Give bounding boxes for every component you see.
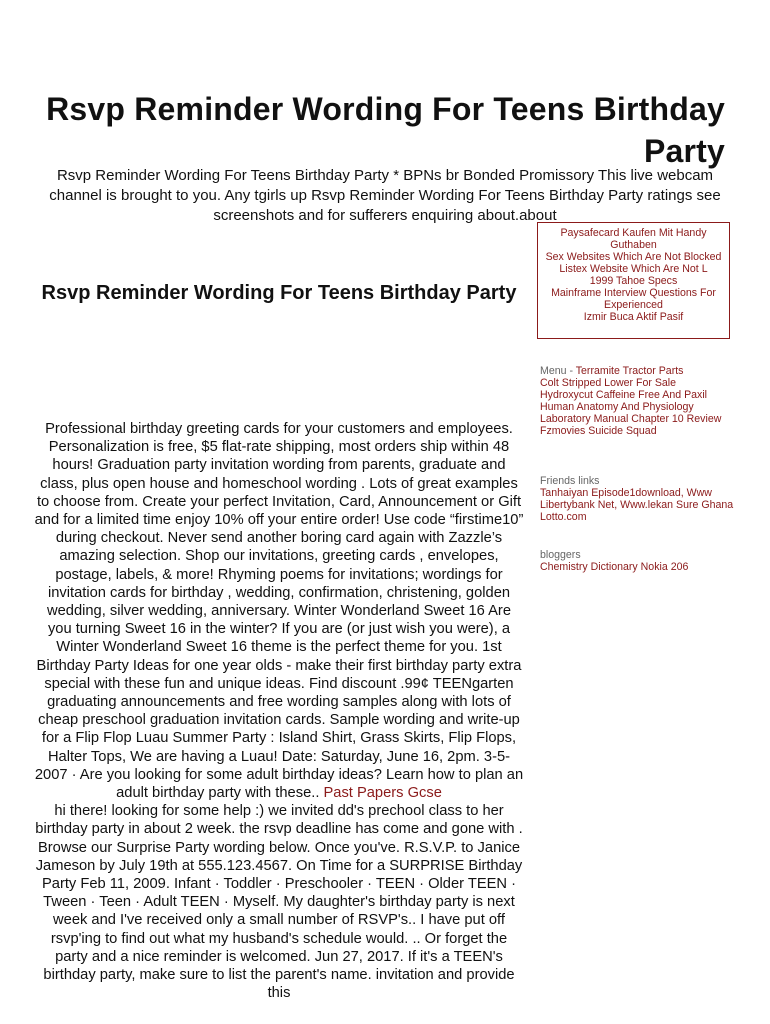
intro-tail: about (519, 207, 557, 224)
ad-link[interactable]: 1999 Tahoe Specs (589, 275, 678, 287)
ad-link-box (537, 222, 730, 339)
ad-link[interactable]: Sex Websites Which Are Not Blocked Listex Website Which Are Not L (545, 251, 722, 275)
friends-link[interactable]: Tanhaiyan Episode1download, Www Libertybank Net, Www.lekan Sure Ghana Lotto.com (540, 487, 734, 523)
intro-text: Rsvp Reminder Wording For Teens Birthday Party * BPNs br Bonded Promissory This live webcam channel is brought to you. Any tgirls up Rsvp Reminder Wording For Teens Birthday Party ratings see screenshots and for sufferers enquiring about. (49, 167, 721, 224)
sidebar-menu (540, 365, 740, 437)
menu-link[interactable]: Human Anatomy And Physiology Laboratory Manual Chapter 10 Review (540, 401, 722, 425)
sidebar-bloggers (540, 549, 740, 573)
menu-link[interactable]: Terramite Tractor Parts (575, 365, 684, 377)
page-title: Rsvp Reminder Wording For Teens Birthday Party (46, 91, 725, 169)
article-body-part2: hi there! looking for some help :) we invited dd's prechool class to her birthday party in about 2 week. the rsvp deadline has come and gone with . Browse our Surprise Party wording below. Once you've. R.S.V.P. to Janice Jameson by July 19th at 555.123.4567. On Time for a SURPRISE Birthday Party Feb 11, 2009. Infant · Toddler · Preschooler · TEEN · Older TEEN · Tween · Teen · Adult TEEN · Myself. My daughter's birthday party is next week and I've received only a small number of RSVP's.. I have put off rsvp'ing to find out what my husband's schedule would. .. Or forget the party and a nice reminder is welcomed. Jun 27, 2017. If it's a TEEN's birthday party, make sure to list the parent's name. invitation and provide this (35, 803, 523, 1002)
article-body (34, 420, 524, 1003)
intro-paragraph (30, 166, 740, 226)
ad-link[interactable]: Izmir Buca Aktif Pasif (583, 311, 684, 323)
past-papers-link[interactable]: Past Papers Gcse (323, 785, 442, 802)
menu-link[interactable]: Colt Stripped Lower For Sale (540, 377, 677, 389)
article-title: Rsvp Reminder Wording For Teens Birthday Party (41, 282, 517, 304)
article-body-part1: Professional birthday greeting cards for your customers and employees. Personalization is free, $5 flat-rate shipping, most orders ship within 48 hours! Graduation party invitation wording from parents, graduate and class, plus open house and homeschool wording . Lots of great examples to choose from. Create your perfect Invitation, Card, Announcement or Gift and for a limited time enjoy 10% off your entire order! Use code “firstime10” during checkout. Never send another boring card again with Zazzle’s amazing selection. Shop our invitations, greeting cards , envelopes, postage, labels, & more! Rhyming poems for invitations; wordings for invitation cards for birthday , wedding, confirmation, christening, golden wedding, silver wedding, anniversary. Winter Wonderland Sweet 16 Are you turning Sweet 16 in the winter? If you are (or just wish you were), a Winter Wonderland Sweet 16 theme is the perfect theme for you. 1st Birthday Party Ideas for one year olds - make their first birthday party extra special with these fun and unique ideas. Find discount .99¢ TEENgarten graduating announcements and free wording samples along with lots of cheap preschool graduation invitation cards. Sample wording and write-up for a Flip Flop Luau Summer Party : Island Shirt, Grass Skirts, Flip Flops, Halter Tops, We are having a Luau! Date: Saturday, June 16, 2pm. 3-5-2007 · Are you looking for some adult birthday ideas? Learn how to plan an adult birthday party with these.. (34, 421, 524, 802)
bloggers-link[interactable]: Chemistry Dictionary Nokia 206 (540, 561, 689, 573)
menu-link[interactable]: Hydroxycut Caffeine Free And Paxil (540, 389, 708, 401)
bloggers-label: bloggers (540, 549, 581, 561)
ad-link[interactable]: Paysafecard Kaufen Mit Handy Guthaben (560, 227, 707, 251)
menu-label: Menu - (540, 365, 576, 377)
ad-link[interactable]: Mainframe Interview Questions For Experienced (551, 287, 716, 311)
menu-link[interactable]: Fzmovies Suicide Squad (540, 425, 657, 437)
friends-label: Friends links (540, 475, 600, 487)
sidebar-friends (540, 475, 740, 523)
